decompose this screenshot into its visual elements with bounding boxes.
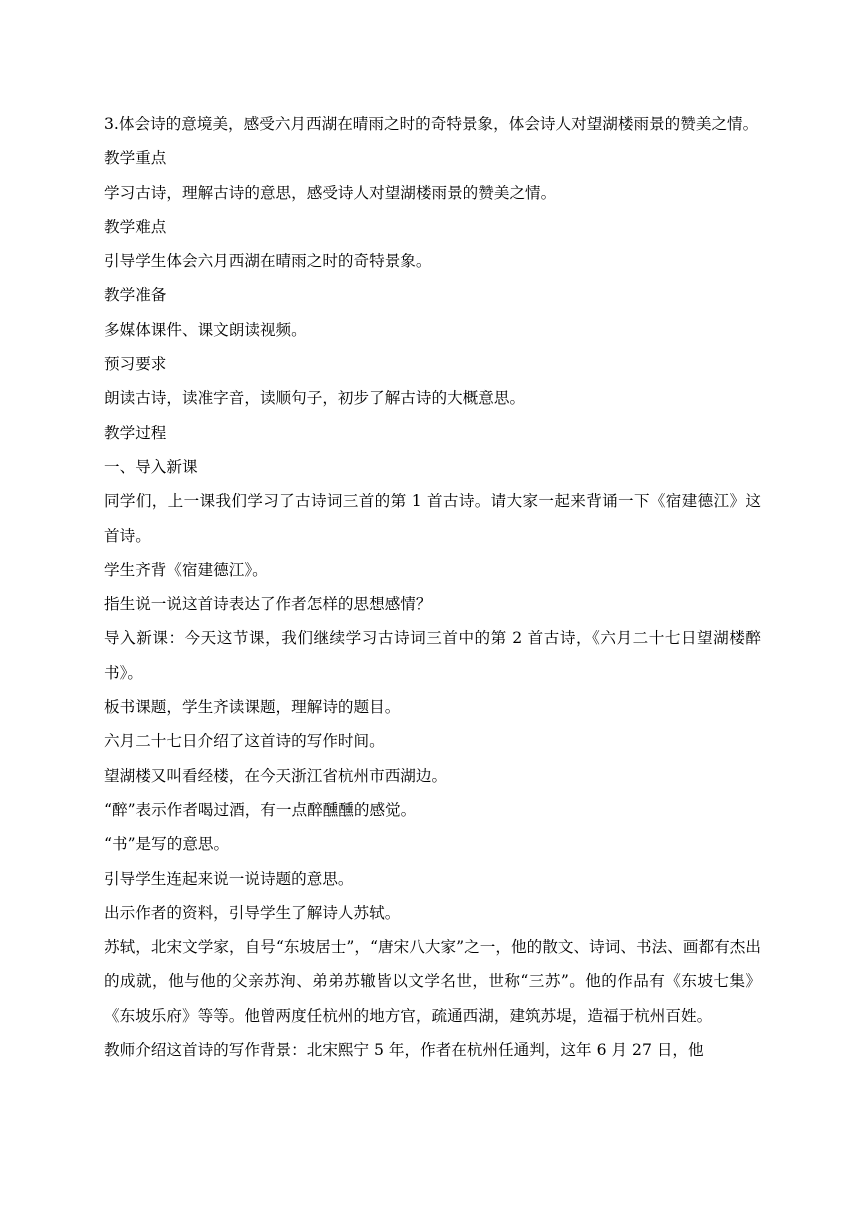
process-paragraph: 同学们，上一课我们学习了古诗词三首的第 1 首古诗。请大家一起来背诵一下《宿建德江》这首诗。 <box>104 492 761 545</box>
writing-background-paragraph: 教师介绍这首诗的写作背景：北宋熙宁 5 年，作者在杭州任通判，这年 6 月 27 日，他 <box>104 1041 704 1060</box>
document-page <box>104 107 761 1067</box>
process-paragraph: 六月二十七日介绍了这首诗的写作时间。 <box>104 732 385 751</box>
process-paragraph: 导入新课：今天这节课，我们继续学习古诗词三首中的第 2 首古诗，《六月二十七日望湖楼醉书》。 <box>104 629 761 682</box>
process-paragraph: 指生说一说这首诗表达了作者怎样的思想感情？ <box>104 595 432 614</box>
heading-teaching-difficulty: 教学难点 <box>104 217 167 236</box>
author-biography-paragraph: 苏轼，北宋文学家，自号“东坡居士”，“唐宋八大家”之一，他的散文、诗词、书法、画都有杰出的成就，他与他的父亲苏洵、弟弟苏辙皆以文学名世，世称“三苏”。他的作品有《东坡七集》《东坡乐府》等等。他曾两度任杭州的地方官，疏通西湖，建筑苏堤，造福于杭州百姓。 <box>104 938 761 1025</box>
objective-3-paragraph: 3.体会诗的意境美，感受六月西湖在晴雨之时的奇特景象，体会诗人对望湖楼雨景的赞美之情。 <box>104 115 759 133</box>
teaching-preparation-text: 多媒体课件、课文朗读视频。 <box>104 320 307 339</box>
heading-teaching-focus: 教学重点 <box>104 149 167 168</box>
teaching-difficulty-text: 引导学生体会六月西湖在晴雨之时的奇特景象。 <box>104 252 432 271</box>
teaching-focus-text: 学习古诗，理解古诗的意思，感受诗人对望湖楼雨景的赞美之情。 <box>104 183 557 202</box>
section-introduce-new-lesson: 一、导入新课 <box>104 457 198 476</box>
process-paragraph: 引导学生连起来说一说诗题的意思。 <box>104 869 354 888</box>
heading-preview-requirements: 预习要求 <box>104 355 167 374</box>
process-paragraph: 板书课题，学生齐读课题，理解诗的题目。 <box>104 698 401 717</box>
process-paragraph: 望湖楼又叫看经楼，在今天浙江省杭州市西湖边。 <box>104 766 448 785</box>
process-paragraph: 学生齐背《宿建德江》。 <box>104 560 268 579</box>
process-paragraph: “书”是写的意思。 <box>104 835 230 854</box>
process-paragraph: 出示作者的资料，引导学生了解诗人苏轼。 <box>104 903 401 922</box>
preview-requirements-text: 朗读古诗，读准字音，读顺句子，初步了解古诗的大概意思。 <box>104 389 526 408</box>
heading-teaching-process: 教学过程 <box>104 423 167 442</box>
process-paragraph: “醉”表示作者喝过酒，有一点醉醺醺的感觉。 <box>104 800 417 819</box>
heading-teaching-preparation: 教学准备 <box>104 286 167 305</box>
